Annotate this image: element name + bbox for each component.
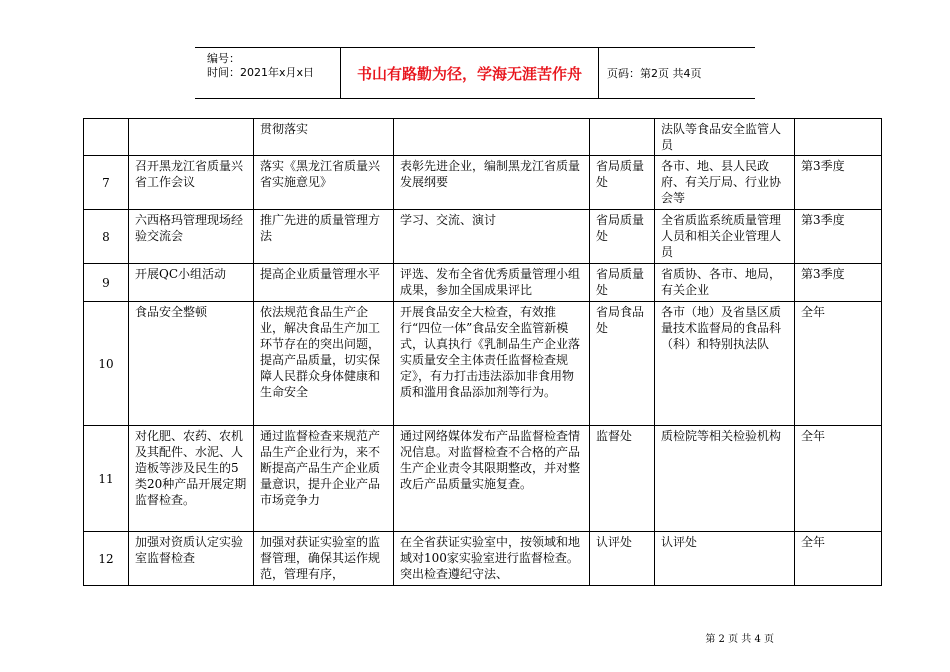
- table-row: [84, 264, 882, 302]
- row-task: [129, 119, 254, 156]
- row-task: 食品安全整顿: [129, 302, 254, 426]
- row-partner: 质检院等相关检验机构: [655, 426, 795, 532]
- row-goal: 落实《黑龙江省质量兴省实施意见》: [254, 156, 394, 210]
- table-row: [84, 302, 882, 426]
- row-department: 监督处: [590, 426, 655, 532]
- row-task: 六西格玛管理现场经验交流会: [129, 210, 254, 264]
- row-goal: 通过监督检查来规范产品生产企业行为，来不断提高产品生产企业质量意识，提升企业产品市场竞争力: [254, 426, 394, 532]
- header-motto: 书山有路勤为径，学海无涯苦作舟: [341, 48, 599, 98]
- row-partner: 全省质监系统质量管理人员和相关企业管理人员: [655, 210, 795, 264]
- row-department: 省局质量处: [590, 156, 655, 210]
- table-row: [84, 210, 882, 264]
- row-measure: 评选、发布全省优秀质量管理小组成果，参加全国成果评比: [394, 264, 590, 302]
- row-partner: 省质协、各市、地局，有关企业: [655, 264, 795, 302]
- row-partner: 各市、地、县人民政府、有关厅局、行业协会等: [655, 156, 795, 210]
- row-number: 9: [84, 264, 129, 302]
- row-department: 省局质量处: [590, 210, 655, 264]
- row-time: 全年: [795, 426, 882, 532]
- number-label: 编号：: [207, 52, 240, 65]
- row-task: 加强对资质认定实验室监督检查: [129, 532, 254, 586]
- row-partner: 认评处: [655, 532, 795, 586]
- row-goal: 加强对获证实验室的监督管理，确保其运作规范，管理有序，: [254, 532, 394, 586]
- row-number: [84, 119, 129, 156]
- row-goal: 提高企业质量管理水平: [254, 264, 394, 302]
- row-partner: 各市（地）及省垦区质量技术监督局的食品科（科）和特别执法队: [655, 302, 795, 426]
- row-measure: 通过网络媒体发布产品监督检查情况信息。对监督检查不合格的产品生产企业责令其限期整改，并对整改后产品质量实施复查。: [394, 426, 590, 532]
- page-header: [195, 47, 755, 99]
- row-number: 7: [84, 156, 129, 210]
- header-page-label: 页码：第2页 共4页: [607, 67, 702, 80]
- row-number: 10: [84, 302, 129, 426]
- row-time: 第3季度: [795, 210, 882, 264]
- row-time: 全年: [795, 302, 882, 426]
- row-time: [795, 119, 882, 156]
- table-row: [84, 426, 882, 532]
- time-label: 时间：2021年x月x日: [207, 66, 315, 79]
- row-task: 对化肥、农药、农机及其配件、水泥、人造板等涉及民生的5类20种产品开展定期监督检查。: [129, 426, 254, 532]
- header-meta: [195, 48, 341, 98]
- row-measure: 表彰先进企业，编制黑龙江省质量发展纲要: [394, 156, 590, 210]
- row-department: 省局食品处: [590, 302, 655, 426]
- plan-table: [83, 118, 882, 586]
- row-number: 12: [84, 532, 129, 586]
- table-row: [84, 119, 882, 156]
- row-time: 第3季度: [795, 264, 882, 302]
- row-partner: 法队等食品安全监管人员: [655, 119, 795, 156]
- table-row: [84, 532, 882, 586]
- table-row: [84, 156, 882, 210]
- row-measure: [394, 119, 590, 156]
- row-goal: 贯彻落实: [254, 119, 394, 156]
- row-goal: 推广先进的质量管理方法: [254, 210, 394, 264]
- row-time: 第3季度: [795, 156, 882, 210]
- row-task: 开展QC小组活动: [129, 264, 254, 302]
- row-measure: 开展食品安全大检查，有效推行“四位一体”食品安全监管新模式，认真执行《乳制品生产企业落实质量安全主体责任监督检查规定》，有力打击违法添加非食用物质和滥用食品添加剂等行为。: [394, 302, 590, 426]
- row-time: 全年: [795, 532, 882, 586]
- row-department: [590, 119, 655, 156]
- row-number: 11: [84, 426, 129, 532]
- row-number: 8: [84, 210, 129, 264]
- row-measure: 学习、交流、演讨: [394, 210, 590, 264]
- row-department: 认评处: [590, 532, 655, 586]
- row-department: 省局质量处: [590, 264, 655, 302]
- row-task: 召开黑龙江省质量兴省工作会议: [129, 156, 254, 210]
- row-goal: 依法规范食品生产企业，解决食品生产加工环节存在的突出问题，提高产品质量，切实保障人民群众身体健康和生命安全: [254, 302, 394, 426]
- page-footer: 第 2 页 共 4 页: [705, 634, 774, 645]
- row-measure: 在全省获证实验室中，按领域和地域对100家实验室进行监督检查。突出检查遵纪守法、: [394, 532, 590, 586]
